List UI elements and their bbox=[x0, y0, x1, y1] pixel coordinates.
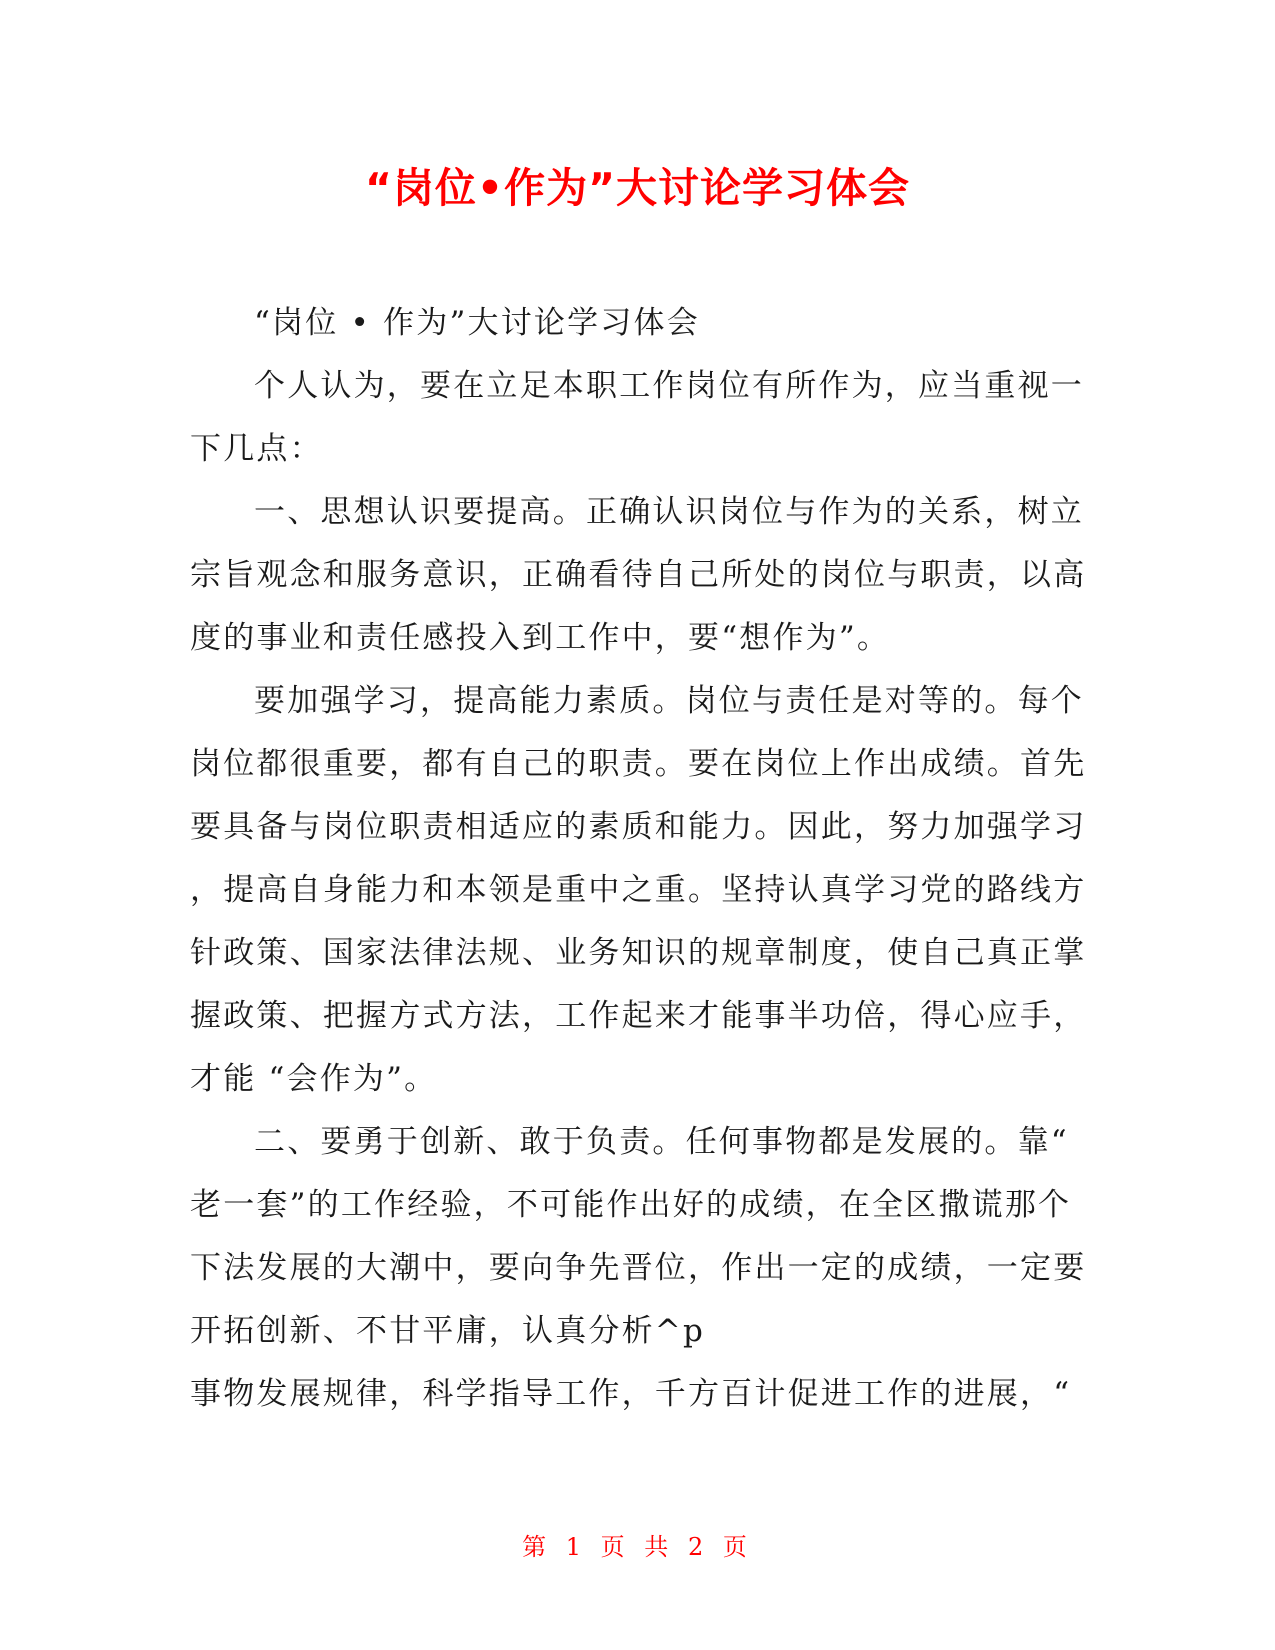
body-line: 才能 “会作为”。 bbox=[190, 1061, 438, 1097]
document-body bbox=[190, 292, 1090, 1426]
body-line: 一、思想认识要提高。正确认识岗位与作为的关系，树立 bbox=[254, 494, 1084, 530]
body-line: ，提高自身能力和本领是重中之重。坚持认真学习党的路线方 bbox=[190, 872, 1087, 908]
body-line: 握政策、把握方式方法，工作起来才能事半功倍，得心应手， bbox=[190, 998, 1087, 1034]
body-line: 下法发展的大潮中，要向争先晋位，作出一定的成绩，一定要 bbox=[190, 1250, 1087, 1286]
page-number-footer: 第 1 页 共 2 页 bbox=[522, 1533, 753, 1561]
body-line: 事物发展规律，科学指导工作，千方百计促进工作的进展，“ bbox=[190, 1376, 1072, 1412]
body-line: 个人认为，要在立足本职工作岗位有所作为，应当重视一 bbox=[254, 368, 1084, 404]
body-line: 下几点： bbox=[190, 431, 323, 467]
body-line: “岗位 • 作为”大讨论学习体会 bbox=[254, 305, 700, 341]
body-line: 二、要勇于创新、敢于负责。任何事物都是发展的。靠“ bbox=[254, 1124, 1069, 1160]
body-line: 要加强学习，提高能力素质。岗位与责任是对等的。每个 bbox=[254, 683, 1084, 719]
body-line: 开拓创新、不甘平庸，认真分析^p bbox=[190, 1313, 706, 1349]
body-line: 老一套”的工作经验，不可能作出好的成绩，在全区撒谎那个 bbox=[190, 1187, 1072, 1223]
body-line: 宗旨观念和服务意识，正确看待自己所处的岗位与职责，以高 bbox=[190, 557, 1087, 593]
body-line: 岗位都很重要，都有自己的职责。要在岗位上作出成绩。首先 bbox=[190, 746, 1087, 782]
body-line: 要具备与岗位职责相适应的素质和能力。因此，努力加强学习 bbox=[190, 809, 1087, 845]
body-line: 针政策、国家法律法规、业务知识的规章制度，使自己真正掌 bbox=[190, 935, 1087, 971]
body-line: 度的事业和责任感投入到工作中，要“想作为”。 bbox=[190, 620, 891, 656]
document-title: “岗位•作为”大讨论学习体会 bbox=[364, 164, 911, 212]
